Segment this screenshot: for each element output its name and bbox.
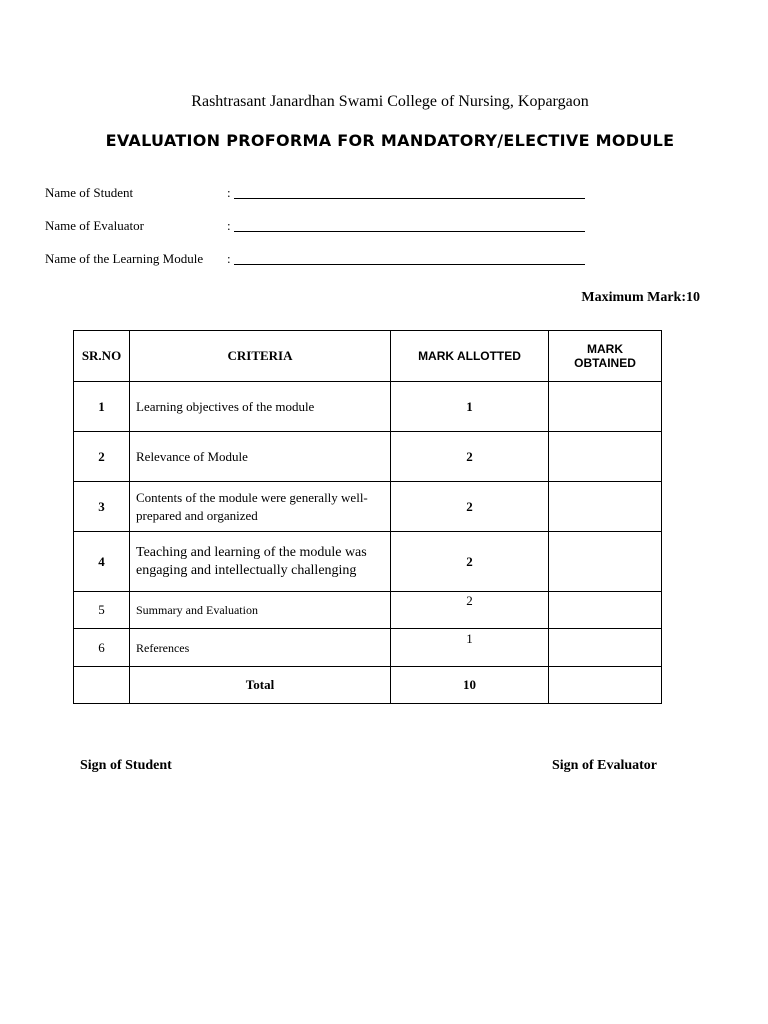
student-name-line[interactable]	[234, 198, 585, 199]
row-mark-allotted: 2	[391, 482, 549, 532]
student-name-label: Name of Student	[45, 185, 134, 200]
header-mark-obtained	[549, 331, 662, 382]
row-mark-obtained[interactable]	[549, 592, 662, 629]
row-mark-obtained[interactable]	[549, 432, 662, 482]
row-criteria: Learning objectives of the module	[130, 382, 391, 432]
evaluator-signature-label: Sign of Evaluator	[552, 758, 658, 773]
student-signature-label: Sign of Student	[80, 758, 172, 773]
table-row	[74, 382, 662, 432]
total-row	[74, 667, 662, 704]
header-mark-obtained-line1: MARK	[587, 342, 623, 356]
table-header-row	[74, 331, 662, 382]
page-title: EVALUATION PROFORMA FOR MANDATORY/ELECTIVE MODULE	[105, 131, 675, 150]
table-row	[74, 532, 662, 592]
table-row	[74, 432, 662, 482]
evaluator-name-line[interactable]	[234, 231, 585, 232]
row-criteria: Contents of the module were generally well-prepared and organized	[130, 482, 391, 532]
row-criteria: Teaching and learning of the module was engaging and intellectually challenging	[130, 532, 391, 592]
evaluation-table	[73, 330, 662, 704]
header-mark-obtained-line2: OBTAINED	[574, 356, 636, 370]
field-colon: :	[227, 185, 231, 200]
row-mark-allotted: 1	[391, 382, 549, 432]
maximum-mark: Maximum Mark:10	[581, 290, 700, 305]
total-obtained[interactable]	[549, 667, 662, 704]
module-name-line[interactable]	[234, 264, 585, 265]
header-criteria: CRITERIA	[130, 331, 391, 382]
module-name-label: Name of the Learning Module	[45, 251, 204, 266]
evaluator-name-label: Name of Evaluator	[45, 218, 144, 233]
row-criteria: Summary and Evaluation	[130, 592, 391, 629]
row-criteria: Relevance of Module	[130, 432, 391, 482]
field-colon: :	[227, 218, 231, 233]
row-srno: 4	[74, 532, 130, 592]
row-mark-obtained[interactable]	[549, 482, 662, 532]
total-srno-empty	[74, 667, 130, 704]
row-srno: 6	[74, 629, 130, 667]
table-row	[74, 592, 662, 629]
table-row	[74, 482, 662, 532]
total-label: Total	[130, 667, 391, 704]
row-mark-obtained[interactable]	[549, 382, 662, 432]
row-mark-obtained[interactable]	[549, 629, 662, 667]
row-mark-allotted: 2	[391, 432, 549, 482]
row-mark-allotted: 2	[391, 592, 549, 629]
row-mark-obtained[interactable]	[549, 532, 662, 592]
table-row	[74, 629, 662, 667]
row-mark-allotted: 1	[391, 629, 549, 667]
row-srno: 3	[74, 482, 130, 532]
college-name: Rashtrasant Janardhan Swami College of Nursing, Kopargaon	[191, 93, 589, 110]
row-srno: 5	[74, 592, 130, 629]
field-colon: :	[227, 251, 231, 266]
header-srno: SR.NO	[74, 331, 130, 382]
header-mark-allotted: MARK ALLOTTED	[391, 331, 549, 382]
total-value: 10	[391, 667, 549, 704]
row-criteria: References	[130, 629, 391, 667]
row-srno: 1	[74, 382, 130, 432]
row-mark-allotted: 2	[391, 532, 549, 592]
row-srno: 2	[74, 432, 130, 482]
